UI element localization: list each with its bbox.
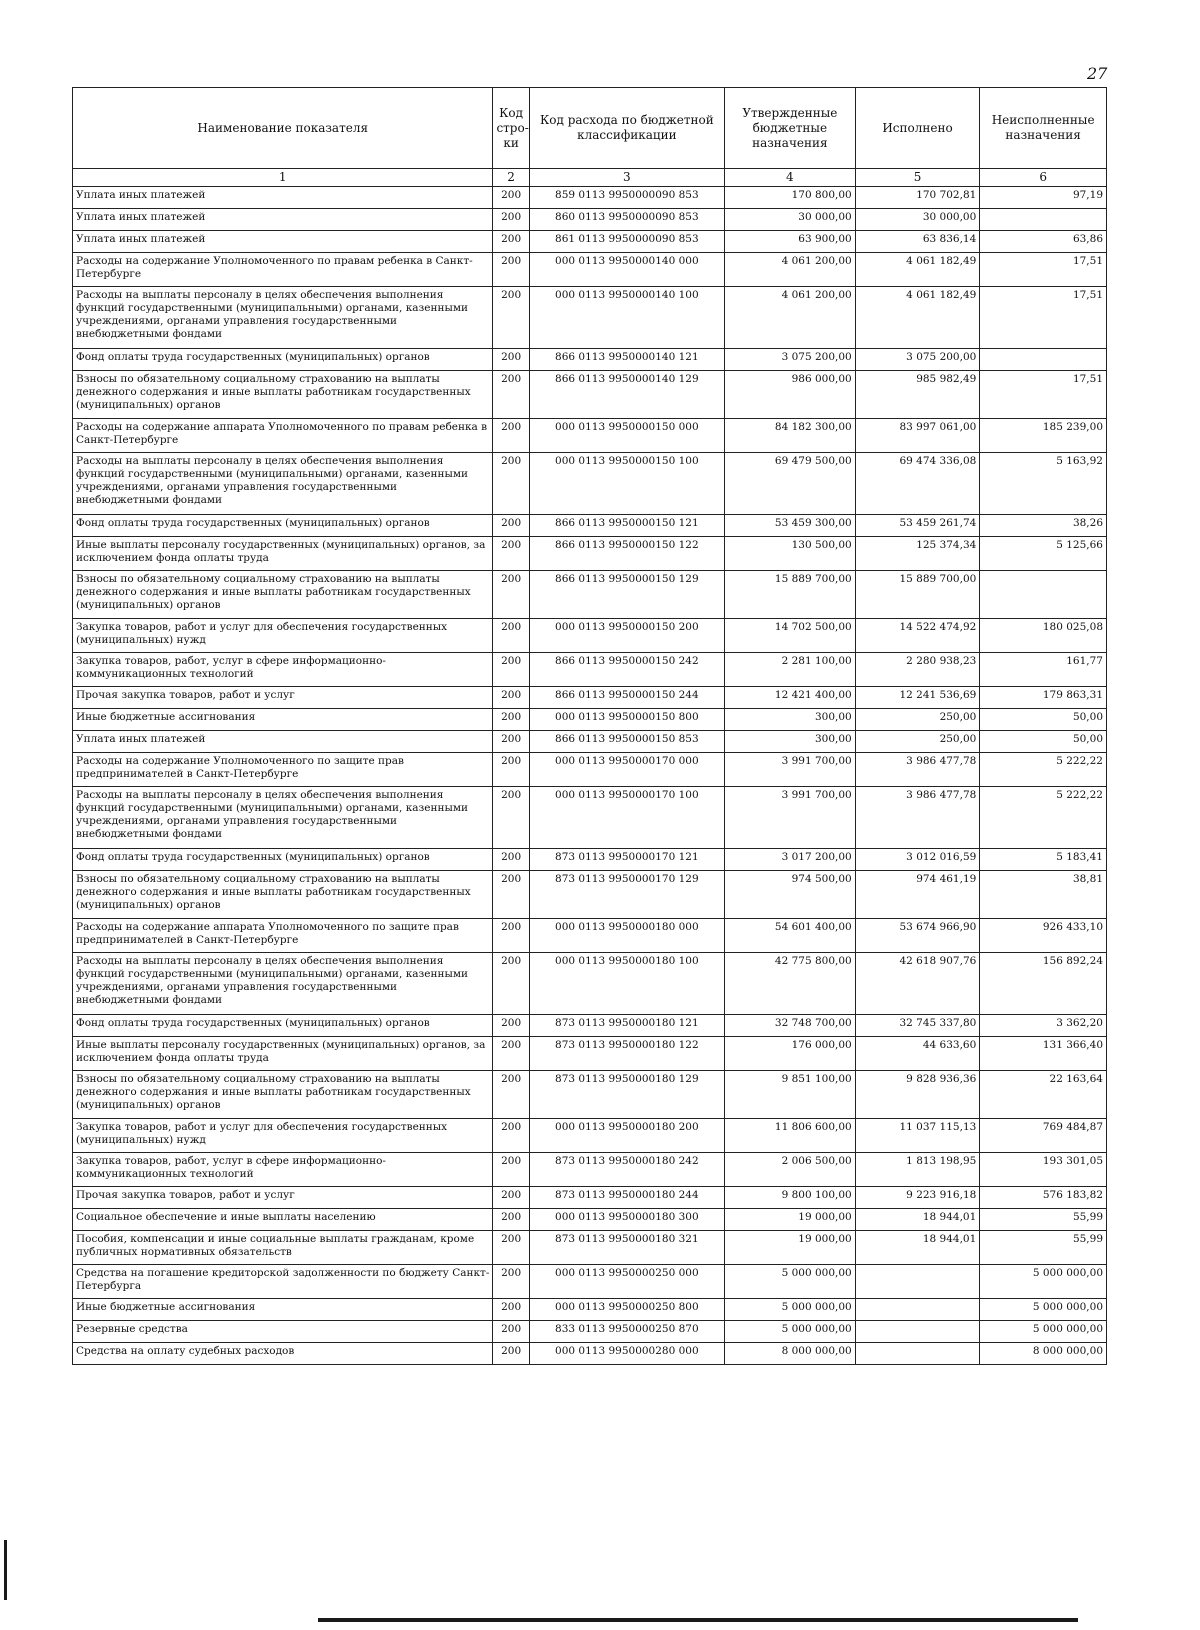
row-executed: 9 828 936,36 (855, 1071, 980, 1119)
row-approved: 3 017 200,00 (724, 849, 855, 871)
table-row (73, 515, 1107, 537)
row-executed: 83 997 061,00 (855, 419, 980, 453)
row-line-code: 200 (493, 1209, 529, 1231)
row-line-code: 200 (493, 1265, 529, 1299)
row-line-code: 200 (493, 537, 529, 571)
row-executed: 2 280 938,23 (855, 653, 980, 687)
row-line-code: 200 (493, 753, 529, 787)
row-approved: 3 991 700,00 (724, 753, 855, 787)
row-name: Прочая закупка товаров, работ и услуг (73, 687, 493, 709)
row-expense-code: 873 0113 9950000180 122 (529, 1037, 724, 1071)
row-unexecuted: 926 433,10 (980, 919, 1107, 953)
table-row (73, 1119, 1107, 1153)
row-expense-code: 000 0113 9950000180 000 (529, 919, 724, 953)
table-row (73, 619, 1107, 653)
table-row (73, 419, 1107, 453)
row-approved: 130 500,00 (724, 537, 855, 571)
row-approved: 176 000,00 (724, 1037, 855, 1071)
row-name: Взносы по обязательному социальному страхованию на выплаты денежного содержания и иные выплаты работникам государственных (муниципальных) органов (73, 871, 493, 919)
row-line-code: 200 (493, 1071, 529, 1119)
row-name: Фонд оплаты труда государственных (муниципальных) органов (73, 349, 493, 371)
row-line-code: 200 (493, 849, 529, 871)
header-name: Наименование показателя (73, 88, 493, 169)
scan-bottom-bar (318, 1618, 1078, 1622)
row-unexecuted: 5 000 000,00 (980, 1299, 1107, 1321)
row-line-code: 200 (493, 349, 529, 371)
row-line-code: 200 (493, 371, 529, 419)
row-executed: 42 618 907,76 (855, 953, 980, 1015)
row-expense-code: 000 0113 9950000170 000 (529, 753, 724, 787)
row-approved: 5 000 000,00 (724, 1299, 855, 1321)
row-executed: 3 012 016,59 (855, 849, 980, 871)
row-unexecuted: 55,99 (980, 1209, 1107, 1231)
row-unexecuted: 55,99 (980, 1231, 1107, 1265)
row-executed: 69 474 336,08 (855, 453, 980, 515)
row-name: Взносы по обязательному социальному страхованию на выплаты денежного содержания и иные выплаты работникам государственных (муниципальных) органов (73, 371, 493, 419)
table-body (73, 187, 1107, 1365)
row-expense-code: 866 0113 9950000150 853 (529, 731, 724, 753)
row-approved: 32 748 700,00 (724, 1015, 855, 1037)
header-row (73, 88, 1107, 169)
row-unexecuted: 769 484,87 (980, 1119, 1107, 1153)
row-executed: 1 813 198,95 (855, 1153, 980, 1187)
row-approved: 42 775 800,00 (724, 953, 855, 1015)
table-row (73, 709, 1107, 731)
row-approved: 15 889 700,00 (724, 571, 855, 619)
row-line-code: 200 (493, 209, 529, 231)
row-unexecuted: 576 183,82 (980, 1187, 1107, 1209)
row-name: Уплата иных платежей (73, 209, 493, 231)
row-approved: 63 900,00 (724, 231, 855, 253)
row-unexecuted (980, 209, 1107, 231)
row-executed: 18 944,01 (855, 1231, 980, 1265)
row-executed: 53 459 261,74 (855, 515, 980, 537)
row-line-code: 200 (493, 231, 529, 253)
table-row (73, 687, 1107, 709)
row-name: Расходы на содержание Уполномоченного по правам ребенка в Санкт-Петербурге (73, 253, 493, 287)
row-line-code: 200 (493, 1015, 529, 1037)
table-row (73, 787, 1107, 849)
row-line-code: 200 (493, 287, 529, 349)
table-row (73, 1343, 1107, 1365)
row-name: Фонд оплаты труда государственных (муниципальных) органов (73, 515, 493, 537)
table-row (73, 1187, 1107, 1209)
row-expense-code: 873 0113 9950000180 121 (529, 1015, 724, 1037)
table-row (73, 953, 1107, 1015)
row-unexecuted: 5 222,22 (980, 787, 1107, 849)
row-approved: 3 075 200,00 (724, 349, 855, 371)
row-unexecuted: 5 183,41 (980, 849, 1107, 871)
row-executed: 170 702,81 (855, 187, 980, 209)
table-row (73, 653, 1107, 687)
row-expense-code: 861 0113 9950000090 853 (529, 231, 724, 253)
row-unexecuted: 50,00 (980, 709, 1107, 731)
row-executed: 4 061 182,49 (855, 287, 980, 349)
table-row (73, 371, 1107, 419)
row-approved: 974 500,00 (724, 871, 855, 919)
row-line-code: 200 (493, 187, 529, 209)
header-line-code: Код стро-ки (493, 88, 529, 169)
row-executed: 3 075 200,00 (855, 349, 980, 371)
row-line-code: 200 (493, 1153, 529, 1187)
row-name: Закупка товаров, работ и услуг для обеспечения государственных (муниципальных) нужд (73, 1119, 493, 1153)
row-line-code: 200 (493, 1187, 529, 1209)
row-executed: 11 037 115,13 (855, 1119, 980, 1153)
row-executed: 985 982,49 (855, 371, 980, 419)
row-line-code: 200 (493, 571, 529, 619)
row-executed: 4 061 182,49 (855, 253, 980, 287)
header-approved: Утвержденные бюджетные назначения (724, 88, 855, 169)
row-name: Уплата иных платежей (73, 731, 493, 753)
row-approved: 300,00 (724, 731, 855, 753)
row-expense-code: 000 0113 9950000250 800 (529, 1299, 724, 1321)
row-expense-code: 873 0113 9950000180 129 (529, 1071, 724, 1119)
row-name: Пособия, компенсации и иные социальные выплаты гражданам, кроме публичных нормативных обязательств (73, 1231, 493, 1265)
row-line-code: 200 (493, 687, 529, 709)
row-expense-code: 873 0113 9950000180 242 (529, 1153, 724, 1187)
row-name: Расходы на содержание Уполномоченного по защите прав предпринимателей в Санкт-Петербурге (73, 753, 493, 787)
column-number: 5 (855, 169, 980, 187)
row-unexecuted: 50,00 (980, 731, 1107, 753)
table-row (73, 1209, 1107, 1231)
scan-edge-mark (4, 1540, 7, 1600)
row-unexecuted: 17,51 (980, 253, 1107, 287)
row-unexecuted: 5 222,22 (980, 753, 1107, 787)
row-executed (855, 1321, 980, 1343)
row-expense-code: 866 0113 9950000150 122 (529, 537, 724, 571)
row-expense-code: 000 0113 9950000150 200 (529, 619, 724, 653)
row-unexecuted: 17,51 (980, 371, 1107, 419)
row-expense-code: 860 0113 9950000090 853 (529, 209, 724, 231)
row-expense-code: 000 0113 9950000150 000 (529, 419, 724, 453)
row-line-code: 200 (493, 515, 529, 537)
row-name: Закупка товаров, работ, услуг в сфере информационно-коммуникационных технологий (73, 1153, 493, 1187)
row-executed: 250,00 (855, 731, 980, 753)
budget-execution-table (72, 87, 1107, 1365)
row-expense-code: 859 0113 9950000090 853 (529, 187, 724, 209)
row-unexecuted: 193 301,05 (980, 1153, 1107, 1187)
table-row (73, 453, 1107, 515)
row-executed: 125 374,34 (855, 537, 980, 571)
row-name: Расходы на выплаты персоналу в целях обеспечения выполнения функций государственными (муниципальными) органами, казенными учреждениями, органами управления государственными внебюджетными фондами (73, 953, 493, 1015)
row-name: Социальное обеспечение и иные выплаты населению (73, 1209, 493, 1231)
row-approved: 9 851 100,00 (724, 1071, 855, 1119)
table-row (73, 1071, 1107, 1119)
row-approved: 2 281 100,00 (724, 653, 855, 687)
row-expense-code: 000 0113 9950000180 200 (529, 1119, 724, 1153)
row-name: Взносы по обязательному социальному страхованию на выплаты денежного содержания и иные выплаты работникам государственных (муниципальных) органов (73, 1071, 493, 1119)
row-approved: 84 182 300,00 (724, 419, 855, 453)
table-row (73, 209, 1107, 231)
row-approved: 9 800 100,00 (724, 1187, 855, 1209)
row-line-code: 200 (493, 871, 529, 919)
row-expense-code: 000 0113 9950000140 000 (529, 253, 724, 287)
row-expense-code: 866 0113 9950000150 244 (529, 687, 724, 709)
row-name: Взносы по обязательному социальному страхованию на выплаты денежного содержания и иные выплаты работникам государственных (муниципальных) органов (73, 571, 493, 619)
row-unexecuted: 5 125,66 (980, 537, 1107, 571)
table-row (73, 849, 1107, 871)
row-unexecuted: 22 163,64 (980, 1071, 1107, 1119)
row-name: Иные бюджетные ассигнования (73, 1299, 493, 1321)
row-approved: 8 000 000,00 (724, 1343, 855, 1365)
row-expense-code: 000 0113 9950000150 100 (529, 453, 724, 515)
row-expense-code: 000 0113 9950000250 000 (529, 1265, 724, 1299)
row-expense-code: 873 0113 9950000170 121 (529, 849, 724, 871)
row-executed (855, 1265, 980, 1299)
table-row (73, 1037, 1107, 1071)
row-name: Фонд оплаты труда государственных (муниципальных) органов (73, 849, 493, 871)
table-row (73, 1265, 1107, 1299)
row-line-code: 200 (493, 1299, 529, 1321)
row-expense-code: 866 0113 9950000140 129 (529, 371, 724, 419)
row-approved: 300,00 (724, 709, 855, 731)
row-unexecuted: 38,26 (980, 515, 1107, 537)
table-row (73, 871, 1107, 919)
row-unexecuted (980, 571, 1107, 619)
row-line-code: 200 (493, 919, 529, 953)
row-unexecuted: 97,19 (980, 187, 1107, 209)
row-approved: 53 459 300,00 (724, 515, 855, 537)
table-row (73, 753, 1107, 787)
table-row (73, 1299, 1107, 1321)
row-approved: 19 000,00 (724, 1231, 855, 1265)
row-name: Расходы на выплаты персоналу в целях обеспечения выполнения функций государственными (муниципальными) органами, казенными учреждениями, органами управления государственными внебюджетными фондами (73, 287, 493, 349)
row-line-code: 200 (493, 1231, 529, 1265)
header-unexecuted: Неисполненные назначения (980, 88, 1107, 169)
row-expense-code: 000 0113 9950000280 000 (529, 1343, 724, 1365)
row-name: Закупка товаров, работ и услуг для обеспечения государственных (муниципальных) нужд (73, 619, 493, 653)
row-name: Расходы на выплаты персоналу в целях обеспечения выполнения функций государственными (муниципальными) органами, казенными учреждениями, органами управления государственными внебюджетными фондами (73, 453, 493, 515)
row-unexecuted: 38,81 (980, 871, 1107, 919)
row-line-code: 200 (493, 1321, 529, 1343)
table-row (73, 231, 1107, 253)
row-unexecuted: 185 239,00 (980, 419, 1107, 453)
row-executed (855, 1343, 980, 1365)
row-name: Иные бюджетные ассигнования (73, 709, 493, 731)
row-line-code: 200 (493, 787, 529, 849)
row-name: Иные выплаты персоналу государственных (муниципальных) органов, за исключением фонда оплаты труда (73, 537, 493, 571)
row-unexecuted: 156 892,24 (980, 953, 1107, 1015)
table-row (73, 253, 1107, 287)
table-row (73, 919, 1107, 953)
row-approved: 170 800,00 (724, 187, 855, 209)
row-name: Прочая закупка товаров, работ и услуг (73, 1187, 493, 1209)
row-unexecuted: 161,77 (980, 653, 1107, 687)
row-executed: 32 745 337,80 (855, 1015, 980, 1037)
row-executed: 53 674 966,90 (855, 919, 980, 953)
row-approved: 3 991 700,00 (724, 787, 855, 849)
row-expense-code: 000 0113 9950000180 300 (529, 1209, 724, 1231)
table-row (73, 287, 1107, 349)
row-unexecuted (980, 349, 1107, 371)
row-expense-code: 866 0113 9950000150 242 (529, 653, 724, 687)
row-executed: 12 241 536,69 (855, 687, 980, 709)
row-name: Средства на оплату судебных расходов (73, 1343, 493, 1365)
row-expense-code: 000 0113 9950000180 100 (529, 953, 724, 1015)
table-row (73, 1321, 1107, 1343)
table-row (73, 349, 1107, 371)
row-approved: 4 061 200,00 (724, 253, 855, 287)
row-name: Резервные средства (73, 1321, 493, 1343)
row-name: Иные выплаты персоналу государственных (муниципальных) органов, за исключением фонда оплаты труда (73, 1037, 493, 1071)
row-approved: 54 601 400,00 (724, 919, 855, 953)
table-row (73, 537, 1107, 571)
row-approved: 12 421 400,00 (724, 687, 855, 709)
row-line-code: 200 (493, 709, 529, 731)
column-number-row (73, 169, 1107, 187)
row-executed: 3 986 477,78 (855, 753, 980, 787)
row-expense-code: 000 0113 9950000150 800 (529, 709, 724, 731)
row-approved: 986 000,00 (724, 371, 855, 419)
row-name: Средства на погашение кредиторской задолженности по бюджету Санкт-Петербурга (73, 1265, 493, 1299)
row-executed: 63 836,14 (855, 231, 980, 253)
row-line-code: 200 (493, 1119, 529, 1153)
row-executed: 250,00 (855, 709, 980, 731)
row-unexecuted: 17,51 (980, 287, 1107, 349)
row-unexecuted: 3 362,20 (980, 1015, 1107, 1037)
row-executed: 30 000,00 (855, 209, 980, 231)
row-name: Расходы на содержание аппарата Уполномоченного по защите прав предпринимателей в Санкт-Петербурге (73, 919, 493, 953)
column-number: 2 (493, 169, 529, 187)
row-expense-code: 866 0113 9950000150 121 (529, 515, 724, 537)
row-expense-code: 873 0113 9950000170 129 (529, 871, 724, 919)
row-line-code: 200 (493, 253, 529, 287)
row-line-code: 200 (493, 1343, 529, 1365)
row-approved: 11 806 600,00 (724, 1119, 855, 1153)
row-expense-code: 866 0113 9950000150 129 (529, 571, 724, 619)
row-name: Расходы на выплаты персоналу в целях обеспечения выполнения функций государственными (муниципальными) органами, казенными учреждениями, органами управления государственными внебюджетными фондами (73, 787, 493, 849)
table-row (73, 731, 1107, 753)
header-executed: Исполнено (855, 88, 980, 169)
row-expense-code: 873 0113 9950000180 321 (529, 1231, 724, 1265)
row-line-code: 200 (493, 953, 529, 1015)
row-line-code: 200 (493, 619, 529, 653)
row-name: Уплата иных платежей (73, 187, 493, 209)
row-approved: 30 000,00 (724, 209, 855, 231)
row-name: Расходы на содержание аппарата Уполномоченного по правам ребенка в Санкт-Петербурге (73, 419, 493, 453)
column-number: 3 (529, 169, 724, 187)
row-unexecuted: 8 000 000,00 (980, 1343, 1107, 1365)
row-executed: 974 461,19 (855, 871, 980, 919)
row-expense-code: 833 0113 9950000250 870 (529, 1321, 724, 1343)
row-line-code: 200 (493, 419, 529, 453)
row-line-code: 200 (493, 731, 529, 753)
row-line-code: 200 (493, 653, 529, 687)
row-unexecuted: 5 163,92 (980, 453, 1107, 515)
page-number: 27 (1087, 64, 1108, 83)
row-expense-code: 866 0113 9950000140 121 (529, 349, 724, 371)
row-unexecuted: 180 025,08 (980, 619, 1107, 653)
table-row (73, 1015, 1107, 1037)
row-approved: 19 000,00 (724, 1209, 855, 1231)
row-approved: 14 702 500,00 (724, 619, 855, 653)
row-expense-code: 873 0113 9950000180 244 (529, 1187, 724, 1209)
row-unexecuted: 179 863,31 (980, 687, 1107, 709)
table-row (73, 571, 1107, 619)
row-unexecuted: 5 000 000,00 (980, 1321, 1107, 1343)
header-expense-code: Код расхода по бюджетной классификации (529, 88, 724, 169)
row-executed: 18 944,01 (855, 1209, 980, 1231)
row-unexecuted: 131 366,40 (980, 1037, 1107, 1071)
row-name: Закупка товаров, работ, услуг в сфере информационно-коммуникационных технологий (73, 653, 493, 687)
row-line-code: 200 (493, 453, 529, 515)
row-line-code: 200 (493, 1037, 529, 1071)
row-executed: 14 522 474,92 (855, 619, 980, 653)
row-name: Фонд оплаты труда государственных (муниципальных) органов (73, 1015, 493, 1037)
row-executed: 9 223 916,18 (855, 1187, 980, 1209)
row-executed: 3 986 477,78 (855, 787, 980, 849)
table-row (73, 1153, 1107, 1187)
row-unexecuted: 63,86 (980, 231, 1107, 253)
row-unexecuted: 5 000 000,00 (980, 1265, 1107, 1299)
table-row (73, 187, 1107, 209)
row-approved: 5 000 000,00 (724, 1265, 855, 1299)
row-name: Уплата иных платежей (73, 231, 493, 253)
column-number: 4 (724, 169, 855, 187)
row-executed (855, 1299, 980, 1321)
column-number: 6 (980, 169, 1107, 187)
row-approved: 69 479 500,00 (724, 453, 855, 515)
table-row (73, 1231, 1107, 1265)
row-approved: 4 061 200,00 (724, 287, 855, 349)
row-executed: 44 633,60 (855, 1037, 980, 1071)
row-expense-code: 000 0113 9950000140 100 (529, 287, 724, 349)
row-expense-code: 000 0113 9950000170 100 (529, 787, 724, 849)
row-approved: 5 000 000,00 (724, 1321, 855, 1343)
row-executed: 15 889 700,00 (855, 571, 980, 619)
column-number: 1 (73, 169, 493, 187)
row-approved: 2 006 500,00 (724, 1153, 855, 1187)
